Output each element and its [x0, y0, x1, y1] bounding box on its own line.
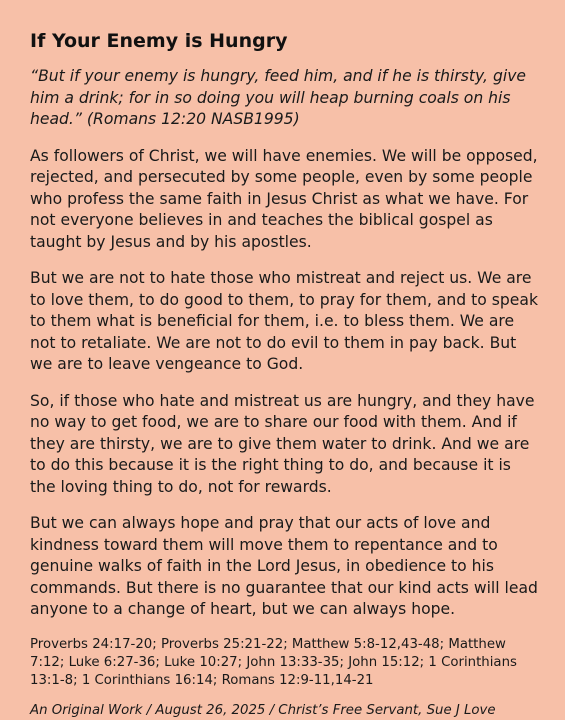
article-title: If Your Enemy is Hungry: [30, 30, 288, 52]
body-paragraph-4: But we can always hope and pray that our acts of love and kindness toward them will move them to repentance and to genuine walks of faith in the Lord Jesus, in obedience to his commands. But there is no guarantee that our kind acts will lead anyone to a change of heart, but we can always hope.: [30, 514, 538, 618]
author-signature: An Original Work / August 26, 2025 / Christ’s Free Servant, Sue J Love: [30, 702, 496, 718]
scripture-quote: “But if your enemy is hungry, feed him, and if he is thirsty, give him a drink; for in so doing you will heap burning coals on his head.” (Romans 12:20 NASB1995): [30, 67, 527, 128]
body-paragraph-2: But we are not to hate those who mistreat and reject us. We are to love them, to do good to them, to pray for them, and to speak to them what is beneficial for them, i.e. to bless them. We are not to retaliate. We are not to do evil to them in pay back. But we are to leave vengeance to God.: [30, 269, 538, 373]
body-paragraph-1: As followers of Christ, we will have enemies. We will be opposed, rejected, and persecuted by some people, even by some people who profess the same faith in Jesus Christ as what we have. For not everyone believes in and teaches the biblical gospel as taught by Jesus and by his apostles.: [30, 146, 538, 251]
body-paragraph-3: So, if those who hate and mistreat us are hungry, and they have no way to get food, we are to share our food with them. And if they are thirsty, we are to give them water to drink. And we are to do this because it is the right thing to do, and because it is the loving thing to do, not for rewards.: [30, 391, 535, 496]
scripture-references: Proverbs 24:17-20; Proverbs 25:21-22; Matthew 5:8-12,43-48; Matthew 7:12; Luke 6:27-36; Luke 10:27; John 13:33-35; John 15:12; 1 Corinthians 13:1-8; 1 Corinthians 16:14; Romans 12:9-11,14-21: [30, 636, 517, 688]
